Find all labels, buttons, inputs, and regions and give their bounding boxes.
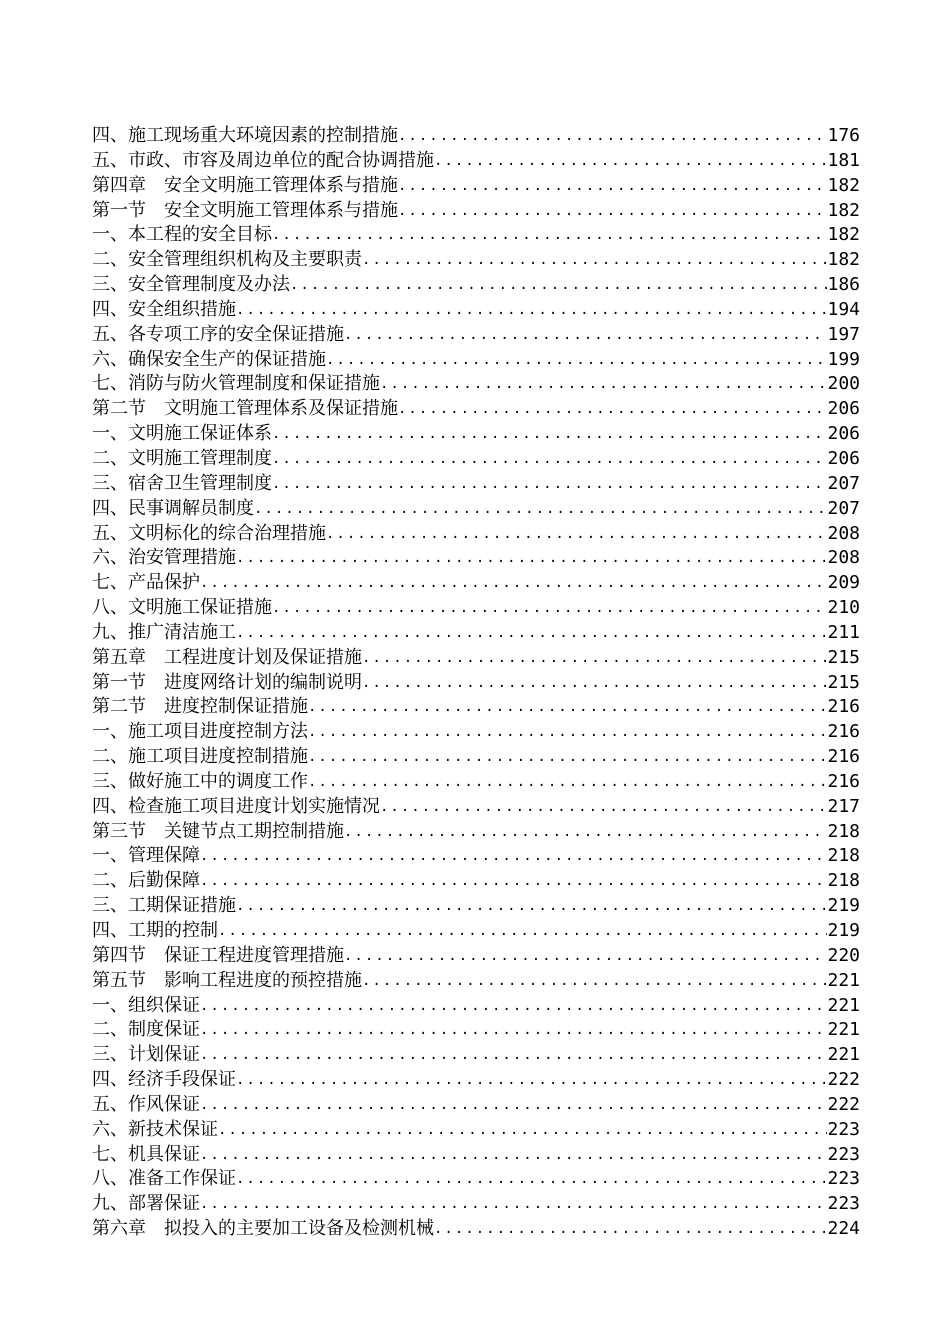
toc-entry-page-number: 206: [827, 447, 860, 469]
toc-entry-title: 七、机具保证: [92, 1143, 200, 1165]
toc-entry-title: 第五节 影响工程进度的预控措施: [92, 969, 362, 991]
toc-entry-page-number: 209: [827, 572, 860, 594]
toc-entry-title: 四、民事调解员制度: [92, 497, 254, 519]
toc-entry[interactable]: [92, 1192, 860, 1217]
toc-entry-page-number: 223: [827, 1193, 860, 1215]
toc-entry[interactable]: [92, 820, 860, 845]
toc-entry[interactable]: [92, 149, 860, 174]
toc-page: [92, 124, 860, 1242]
toc-dot-leader: [290, 273, 827, 298]
toc-entry-page-number: 220: [827, 944, 860, 966]
toc-entry-title: 第二节 进度控制保证措施: [92, 696, 308, 718]
toc-entry[interactable]: [92, 720, 860, 745]
toc-entry[interactable]: [92, 671, 860, 696]
toc-entry[interactable]: [92, 323, 860, 348]
toc-dot-leader: [380, 372, 827, 397]
toc-dot-leader: [200, 844, 827, 869]
toc-entry-page-number: 182: [827, 199, 860, 221]
toc-dot-leader: [362, 969, 827, 994]
toc-entry-page-number: 219: [827, 895, 860, 917]
toc-dot-leader: [362, 671, 827, 696]
toc-entry-title: 第三节 关键节点工期控制措施: [92, 820, 344, 842]
toc-entry-title: 三、做好施工中的调度工作: [92, 770, 308, 792]
toc-entry-page-number: 223: [827, 1118, 860, 1140]
toc-entry-title: 三、计划保证: [92, 1044, 200, 1066]
toc-dot-leader: [398, 397, 827, 422]
toc-entry-page-number: 223: [827, 1143, 860, 1165]
toc-entry-title: 五、文明标化的综合治理措施: [92, 522, 326, 544]
toc-dot-leader: [200, 1018, 827, 1043]
toc-dot-leader: [272, 472, 827, 497]
toc-dot-leader: [200, 1093, 827, 1118]
toc-entry-page-number: 218: [827, 820, 860, 842]
toc-entry-page-number: 221: [827, 994, 860, 1016]
toc-entry-title: 六、确保安全生产的保证措施: [92, 348, 326, 370]
toc-entry-title: 三、宿舍卫生管理制度: [92, 472, 272, 494]
toc-dot-leader: [326, 522, 827, 547]
toc-entry-page-number: 206: [827, 423, 860, 445]
toc-dot-leader: [398, 124, 827, 149]
toc-entry-page-number: 222: [827, 1093, 860, 1115]
toc-entry-page-number: 208: [827, 547, 860, 569]
toc-entry[interactable]: [92, 919, 860, 944]
toc-entry-title: 第一节 安全文明施工管理体系与措施: [92, 199, 398, 221]
toc-entry-page-number: 222: [827, 1069, 860, 1091]
toc-entry-title: 八、文明施工保证措施: [92, 597, 272, 619]
toc-entry-page-number: 217: [827, 795, 860, 817]
toc-dot-leader: [272, 447, 827, 472]
toc-entry-title: 第六章 拟投入的主要加工设备及检测机械: [92, 1218, 434, 1240]
toc-entry-title: 七、消防与防火管理制度和保证措施: [92, 373, 380, 395]
toc-entry[interactable]: [92, 745, 860, 770]
toc-entry-page-number: 216: [827, 696, 860, 718]
toc-entry[interactable]: [92, 1118, 860, 1143]
toc-entry-page-number: 221: [827, 969, 860, 991]
toc-dot-leader: [344, 944, 827, 969]
toc-entry-title: 一、本工程的安全目标: [92, 224, 272, 246]
toc-entry-page-number: 218: [827, 870, 860, 892]
toc-entry-page-number: 176: [827, 125, 860, 146]
toc-entry[interactable]: [92, 422, 860, 447]
toc-entry-title: 一、组织保证: [92, 994, 200, 1016]
toc-entry-title: 五、各专项工序的安全保证措施: [92, 323, 344, 345]
toc-entry-title: 四、经济手段保证: [92, 1069, 236, 1091]
toc-entry[interactable]: [92, 994, 860, 1019]
toc-entry-title: 二、后勤保障: [92, 870, 200, 892]
toc-entry-page-number: 182: [827, 174, 860, 196]
toc-entry[interactable]: [92, 869, 860, 894]
toc-dot-leader: [362, 248, 827, 273]
toc-dot-leader: [236, 894, 827, 919]
toc-entry[interactable]: [92, 348, 860, 373]
toc-entry-page-number: 216: [827, 770, 860, 792]
toc-entry[interactable]: [92, 1143, 860, 1168]
toc-entry-title: 三、安全管理制度及办法: [92, 274, 290, 296]
toc-entry-page-number: 199: [827, 348, 860, 370]
toc-entry-page-number: 211: [827, 621, 860, 643]
toc-entry[interactable]: [92, 223, 860, 248]
toc-entry-title: 四、安全组织措施: [92, 298, 236, 320]
toc-entry[interactable]: [92, 397, 860, 422]
toc-entry-title: 二、施工项目进度控制措施: [92, 746, 308, 768]
toc-entry-title: 三、工期保证措施: [92, 895, 236, 917]
toc-entry-page-number: 223: [827, 1168, 860, 1190]
toc-entry-title: 六、治安管理措施: [92, 547, 236, 569]
toc-dot-leader: [272, 596, 827, 621]
toc-entry-title: 第四章 安全文明施工管理体系与措施: [92, 174, 398, 196]
toc-dot-leader: [272, 223, 827, 248]
toc-entry[interactable]: [92, 969, 860, 994]
toc-entry[interactable]: [92, 1217, 860, 1242]
toc-dot-leader: [200, 571, 827, 596]
toc-entry-title: 一、文明施工保证体系: [92, 423, 272, 445]
toc-entry[interactable]: [92, 646, 860, 671]
toc-entry[interactable]: [92, 844, 860, 869]
toc-entry-page-number: 215: [827, 671, 860, 693]
toc-entry[interactable]: [92, 1167, 860, 1192]
toc-dot-leader: [236, 546, 827, 571]
toc-entry-page-number: 186: [827, 274, 860, 296]
toc-entry[interactable]: [92, 298, 860, 323]
toc-dot-leader: [200, 1192, 827, 1217]
toc-dot-leader: [308, 695, 827, 720]
toc-dot-leader: [254, 497, 827, 522]
toc-dot-leader: [308, 770, 827, 795]
toc-entry-title: 一、施工项目进度控制方法: [92, 721, 308, 743]
toc-entry-page-number: 216: [827, 721, 860, 743]
toc-list: [92, 124, 860, 1242]
toc-dot-leader: [380, 795, 827, 820]
toc-entry[interactable]: [92, 621, 860, 646]
toc-entry-title: 六、新技术保证: [92, 1118, 218, 1140]
toc-entry-title: 二、安全管理组织机构及主要职责: [92, 249, 362, 271]
toc-entry[interactable]: [92, 546, 860, 571]
toc-dot-leader: [344, 820, 827, 845]
toc-dot-leader: [398, 199, 827, 224]
toc-entry-title: 四、施工现场重大环境因素的控制措施: [92, 125, 398, 146]
toc-entry[interactable]: [92, 522, 860, 547]
toc-entry[interactable]: [92, 472, 860, 497]
toc-entry[interactable]: [92, 372, 860, 397]
toc-entry-title: 一、管理保障: [92, 845, 200, 867]
toc-entry-page-number: 182: [827, 249, 860, 271]
toc-dot-leader: [236, 1167, 827, 1192]
toc-dot-leader: [236, 1068, 827, 1093]
toc-entry-page-number: 208: [827, 522, 860, 544]
toc-entry-title: 四、检查施工项目进度计划实施情况: [92, 795, 380, 817]
toc-entry-page-number: 219: [827, 920, 860, 941]
toc-entry[interactable]: [92, 1043, 860, 1068]
toc-entry-page-number: 221: [827, 1019, 860, 1041]
toc-entry[interactable]: [92, 199, 860, 224]
toc-entry[interactable]: [92, 944, 860, 969]
toc-dot-leader: [398, 174, 827, 199]
toc-entry-page-number: 207: [827, 472, 860, 494]
toc-entry-page-number: 206: [827, 398, 860, 420]
toc-dot-leader: [236, 298, 827, 323]
toc-entry[interactable]: [92, 174, 860, 199]
toc-entry-title: 第二节 文明施工管理体系及保证措施: [92, 398, 398, 420]
toc-entry-page-number: 215: [827, 646, 860, 668]
toc-entry[interactable]: [92, 770, 860, 795]
toc-entry-page-number: 224: [827, 1218, 860, 1240]
toc-dot-leader: [344, 323, 827, 348]
toc-entry-title: 二、文明施工管理制度: [92, 447, 272, 469]
toc-entry-page-number: 207: [827, 497, 860, 519]
toc-entry[interactable]: [92, 571, 860, 596]
toc-dot-leader: [272, 422, 827, 447]
toc-dot-leader: [200, 1143, 827, 1168]
toc-entry-page-number: 218: [827, 845, 860, 867]
toc-entry-page-number: 194: [827, 298, 860, 320]
toc-entry[interactable]: [92, 1093, 860, 1118]
toc-entry-title: 第一节 进度网络计划的编制说明: [92, 671, 362, 693]
toc-entry-page-number: 181: [827, 149, 860, 171]
toc-entry-title: 七、产品保护: [92, 572, 200, 594]
toc-dot-leader: [434, 1217, 827, 1242]
toc-dot-leader: [362, 646, 827, 671]
toc-dot-leader: [200, 1043, 827, 1068]
toc-dot-leader: [200, 869, 827, 894]
toc-dot-leader: [434, 149, 827, 174]
toc-entry-page-number: 210: [827, 597, 860, 619]
toc-dot-leader: [218, 919, 827, 944]
toc-entry[interactable]: [92, 795, 860, 820]
toc-dot-leader: [236, 621, 827, 646]
toc-dot-leader: [218, 1118, 827, 1143]
toc-entry[interactable]: [92, 894, 860, 919]
toc-dot-leader: [308, 720, 827, 745]
toc-entry-title: 八、准备工作保证: [92, 1168, 236, 1190]
toc-entry[interactable]: [92, 497, 860, 522]
toc-entry-title: 五、市政、市容及周边单位的配合协调措施: [92, 149, 434, 171]
toc-entry[interactable]: [92, 596, 860, 621]
toc-entry[interactable]: [92, 695, 860, 720]
toc-entry-page-number: 216: [827, 746, 860, 768]
toc-entry[interactable]: [92, 273, 860, 298]
toc-dot-leader: [200, 994, 827, 1019]
toc-entry-title: 第四节 保证工程进度管理措施: [92, 944, 344, 966]
toc-entry-title: 九、推广清洁施工: [92, 621, 236, 643]
toc-dot-leader: [326, 348, 827, 373]
toc-entry[interactable]: [92, 248, 860, 273]
toc-entry-title: 九、部署保证: [92, 1193, 200, 1215]
toc-entry-title: 四、工期的控制: [92, 920, 218, 941]
toc-entry[interactable]: [92, 447, 860, 472]
toc-entry-page-number: 221: [827, 1044, 860, 1066]
toc-entry-page-number: 197: [827, 323, 860, 345]
toc-entry-page-number: 182: [827, 224, 860, 246]
toc-entry-title: 第五章 工程进度计划及保证措施: [92, 646, 362, 668]
toc-entry[interactable]: [92, 124, 860, 149]
toc-entry[interactable]: [92, 1018, 860, 1043]
toc-entry-title: 二、制度保证: [92, 1019, 200, 1041]
toc-entry-page-number: 200: [827, 373, 860, 395]
toc-dot-leader: [308, 745, 827, 770]
toc-entry-title: 五、作风保证: [92, 1093, 200, 1115]
toc-entry[interactable]: [92, 1068, 860, 1093]
